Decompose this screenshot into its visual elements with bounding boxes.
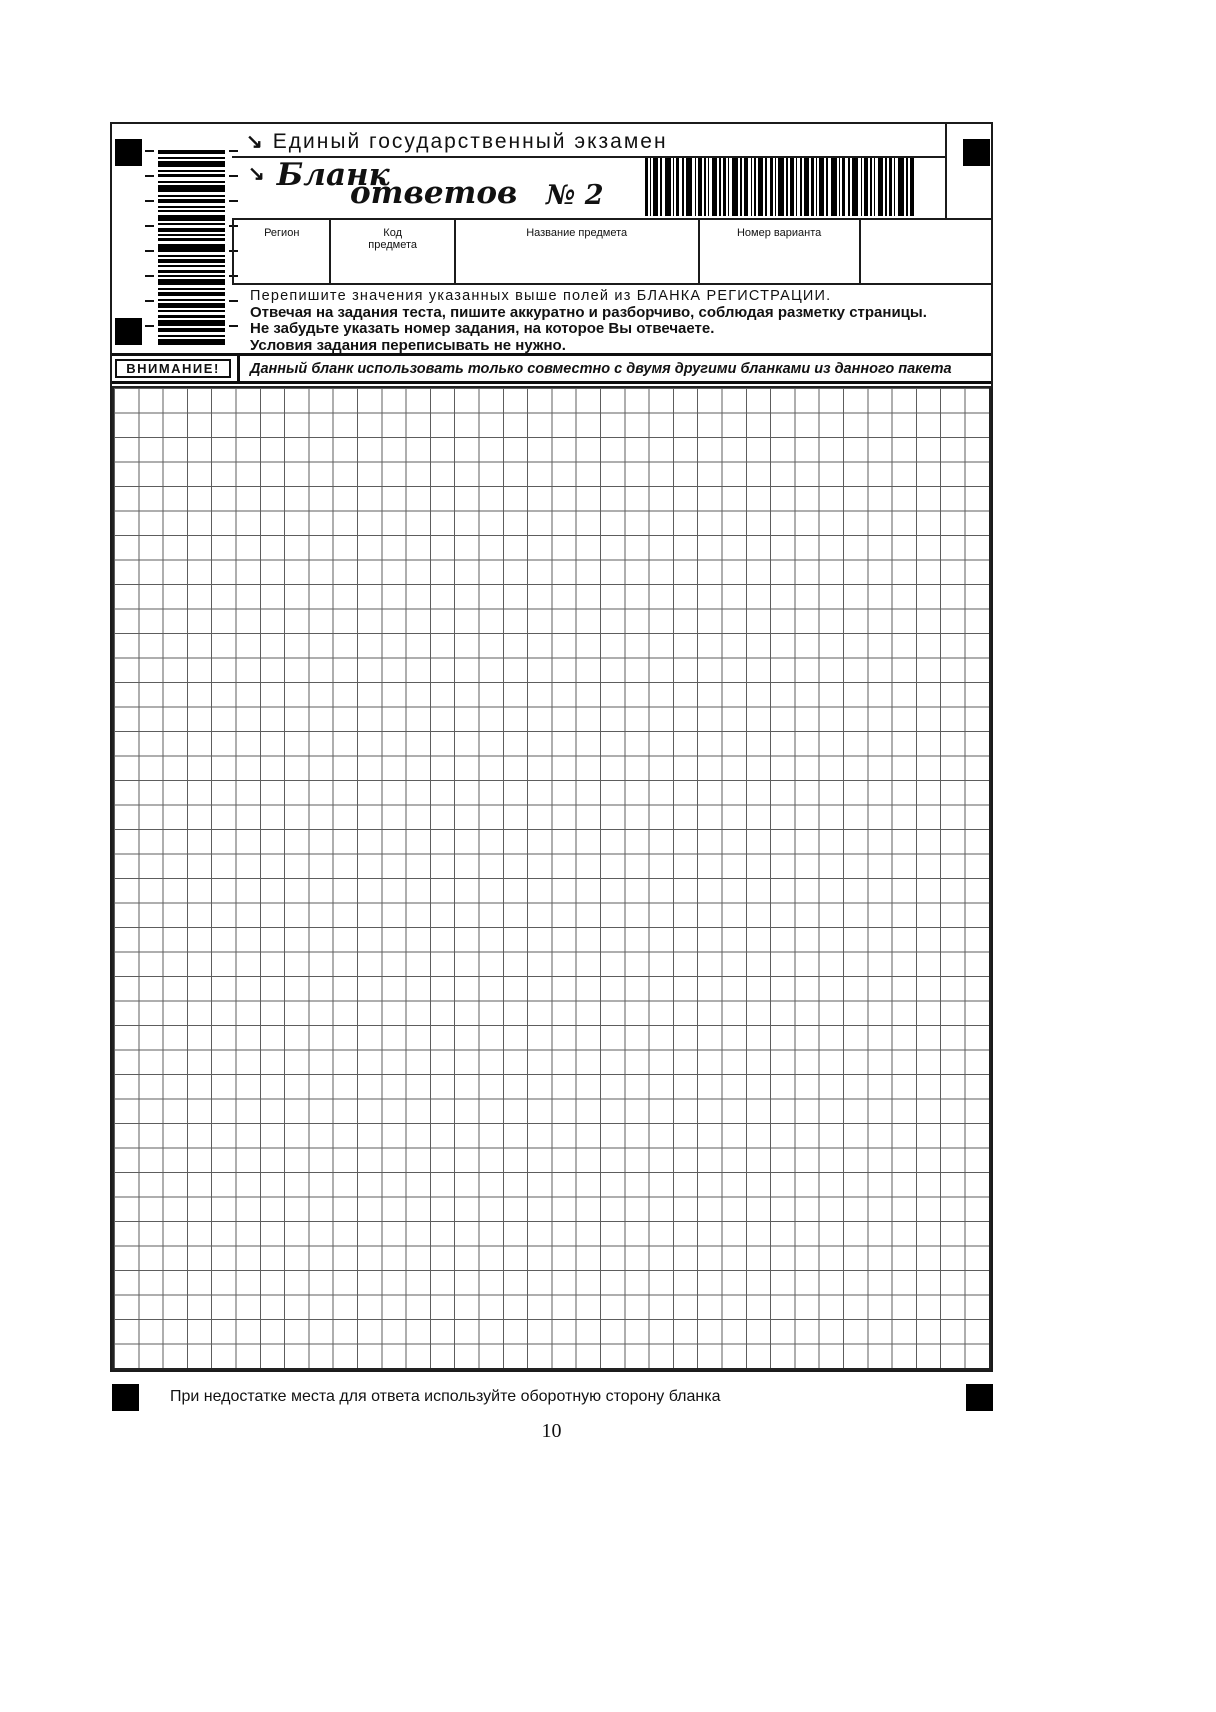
corner-arrow-icon: ↘ (248, 163, 265, 185)
registration-mark-bottom-right (966, 1384, 993, 1411)
instructions-block (250, 288, 990, 354)
form-title-line1: Бланк (276, 157, 390, 193)
instructions-line-4: Условия задания переписывать не нужно. (250, 336, 566, 354)
attention-text: Данный бланк использовать только совместно с двумя другими бланками из данного пакета (250, 360, 952, 377)
field-subject-code-label: Код предмета (368, 227, 418, 251)
field-variant-number[interactable] (700, 220, 861, 283)
field-subject-code[interactable] (331, 220, 455, 283)
answer-form (110, 122, 993, 1372)
instructions-line-2: Отвечая на задания теста, пишите аккуратно и разборчиво, соблюдая разметку страницы. (250, 303, 927, 321)
top-barcode (645, 158, 915, 216)
form-number: № 2 (546, 180, 604, 211)
field-region[interactable] (234, 220, 331, 283)
barcode-tick-marks-left (145, 150, 154, 346)
field-region-label: Регион (264, 227, 300, 239)
attention-divider (237, 356, 240, 381)
registration-mark-bottom-left (112, 1384, 139, 1411)
fields-row (232, 218, 993, 285)
corner-arrow-icon: ↘ (246, 131, 263, 153)
attention-label: ВНИМАНИЕ! (115, 359, 231, 378)
registration-mark-top-left (115, 139, 142, 166)
form-title-line2: ответов (350, 175, 518, 211)
registration-mark-mid-left (115, 318, 142, 345)
field-variant-number-label: Номер варианта (736, 227, 822, 239)
header-right-divider (945, 124, 947, 218)
instructions-line-3: Не забудьте указать номер задания, на которое Вы отвечаете. (250, 320, 715, 337)
attention-strip (112, 353, 991, 384)
page-number: 10 (541, 1420, 562, 1442)
field-empty[interactable] (861, 220, 991, 283)
registration-mark-top-right (963, 139, 990, 166)
field-subject-name[interactable] (456, 220, 700, 283)
header-title-row (232, 128, 945, 158)
instructions-line-1: Перепишите значения указанных выше полей из БЛАНКА РЕГИСТРАЦИИ. (250, 288, 832, 304)
field-subject-name-label: Название предмета (526, 227, 628, 239)
footer-note: При недостатке места для ответа используйте оборотную сторону бланка (170, 1388, 721, 1405)
answer-grid[interactable] (112, 386, 991, 1370)
exam-title: Единый государственный экзамен (272, 130, 668, 153)
left-barcode (158, 150, 225, 346)
